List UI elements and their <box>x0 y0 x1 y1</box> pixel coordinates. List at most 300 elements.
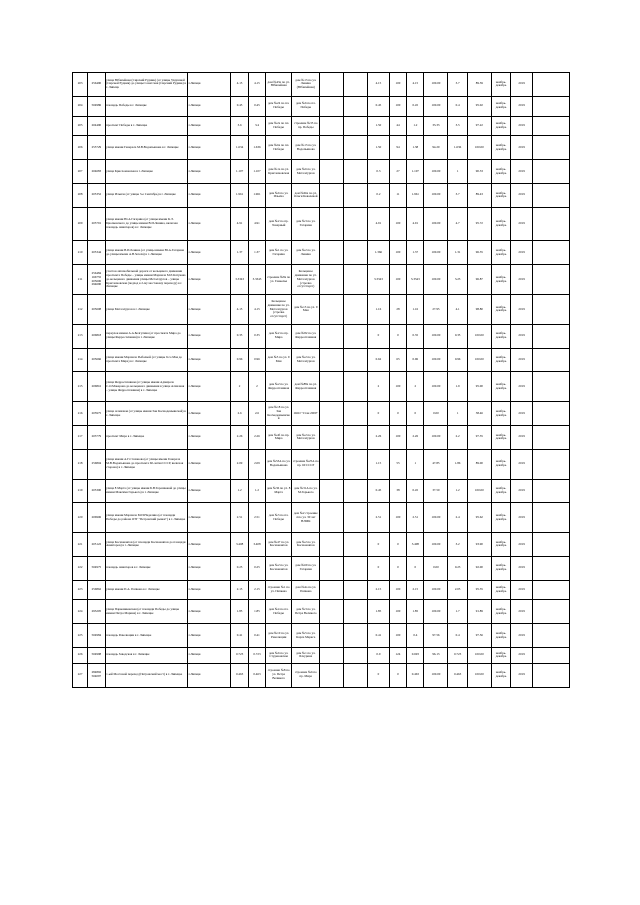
cell-blank-a <box>320 207 344 241</box>
cell-value-h: 96.87 <box>467 265 491 295</box>
cell-value-d: 100 <box>389 580 406 600</box>
cell-value-d: 11 <box>389 183 406 207</box>
cell-road-name: улица имени А.Г.Стаханова (от улицы имени Генерала М.В.Водопьянова до проспекта 60-летия СССР, включая сторона) в г. Липецке <box>105 449 187 479</box>
cell-value-d: 100 <box>389 425 406 449</box>
cell-blank-end <box>532 624 569 648</box>
cell-row-number: 209 <box>73 207 88 241</box>
cell-road-name: улица Космонавтов (от площади Космонавтов до площади Авиаторов) в г. Липецке <box>105 533 187 557</box>
cell-road-id: 206818 <box>88 324 105 348</box>
cell-year: 2019 <box>511 73 533 97</box>
cell-value-g: 2.4 <box>448 503 468 533</box>
cell-value-e: 0.463 <box>407 663 424 687</box>
cell-end-point: дом №6 по пл. Победы <box>292 96 320 116</box>
cell-period: ноябрь-декабрь <box>491 136 511 160</box>
cell-period: ноябрь-декабрь <box>491 600 511 624</box>
cell-blank-end <box>532 348 569 372</box>
cell-value-h: 96.35 <box>467 241 491 265</box>
cell-blank-end <box>532 372 569 402</box>
cell-year: 2019 <box>511 402 533 426</box>
cell-period: ноябрь-декабрь <box>491 265 511 295</box>
cell-value-f: 100.00 <box>424 425 448 449</box>
cell-value-h: 98.80 <box>467 295 491 325</box>
cell-blank-b <box>344 402 368 426</box>
cell-road-id: 206906 <box>88 503 105 533</box>
cell-value-g: 2.2 <box>448 425 468 449</box>
cell-start-point: строение №8 по ул. Петра Великого <box>266 663 292 687</box>
cell-city: г.Липецк <box>188 479 231 503</box>
cell-blank-b <box>344 241 368 265</box>
cell-blank-b <box>344 183 368 207</box>
cell-value-f: 100.00 <box>424 324 448 348</box>
cell-blank-end <box>532 183 569 207</box>
cell-blank-a <box>320 580 344 600</box>
cell-blank-end <box>532 479 569 503</box>
cell-value-h: 97.22 <box>467 116 491 136</box>
cell-value-e: 2 <box>407 372 424 402</box>
cell-value-c: 2.51 <box>368 503 390 533</box>
cell-value-c: 0 <box>368 663 390 687</box>
cell-value-f: 100.00 <box>424 207 448 241</box>
cell-value-e: 2.51 <box>407 503 424 533</box>
cell-year: 2019 <box>511 503 533 533</box>
cell-end-point: дом №66а по ул. Ольги Ковалевой <box>292 183 320 207</box>
cell-blank-a <box>320 183 344 207</box>
cell-value-e: 0.4 <box>407 624 424 648</box>
table-row <box>73 503 570 533</box>
cell-length-2: 3.4 <box>248 116 265 136</box>
cell-road-name: улица Ильича (от улицы 3-е Сентябрь) в г. Липецке <box>105 183 187 207</box>
cell-value-f: 33.33 <box>424 116 448 136</box>
cell-start-point: дом №36 по ул. 8 Марта <box>266 479 292 503</box>
cell-value-e: 4.91 <box>407 207 424 241</box>
cell-blank-end <box>532 73 569 97</box>
cell-length: 0.35 <box>231 324 248 348</box>
cell-value-d: 100 <box>389 96 406 116</box>
cell-value-f: 100.00 <box>424 265 448 295</box>
cell-value-c: 4.91 <box>368 207 390 241</box>
cell-road-name: улица 8 Марта (от улицы имени Б.В.Терешковой до улицы имени Максима Горького) в г. Липецке <box>105 479 187 503</box>
cell-blank-end <box>532 241 569 265</box>
cell-start-point: дом №2 по пр. Мира <box>266 324 292 348</box>
cell-row-number: 206 <box>73 136 88 160</box>
cell-value-f: 37.50 <box>424 479 448 503</box>
cell-start-point: дом №2 по ул. Космонавтов <box>266 556 292 580</box>
table-row <box>73 241 570 265</box>
cell-start-point: дом №10 по ул. Революции <box>266 624 292 648</box>
cell-length-2: 2 <box>248 372 265 402</box>
cell-row-number: 216 <box>73 402 88 426</box>
cell-year: 2019 <box>511 479 533 503</box>
cell-road-name: улица Юбилейная (Сирский Рудник) (от улицы Удаушной (Сирской Рудник) до улицы Советская (Сирский Рудник) в г. Липецк <box>105 73 187 97</box>
cell-value-e: 2.15 <box>407 580 424 600</box>
cell-value-d: 100 <box>389 207 406 241</box>
cell-blank-a <box>320 372 344 402</box>
cell-blank-a <box>320 425 344 449</box>
cell-blank-b <box>344 372 368 402</box>
cell-value-d: 0 <box>389 533 406 557</box>
cell-year: 2019 <box>511 160 533 184</box>
cell-year: 2019 <box>511 624 533 648</box>
cell-period: ноябрь-декабрь <box>491 207 511 241</box>
cell-road-id: 205975 <box>88 402 105 426</box>
cell-blank-b <box>344 73 368 97</box>
cell-end-point: дом №13 по ул. Ленина (Юбилейная) <box>292 73 320 97</box>
cell-value-d: 100 <box>389 503 406 533</box>
cell-city: г.Липецк <box>188 449 231 479</box>
cell-road-id: 504986 <box>88 96 105 116</box>
cell-value-e: 1 <box>407 449 424 479</box>
cell-value-e: 0 <box>407 556 424 580</box>
cell-value-c: 0.9 <box>368 647 390 663</box>
cell-row-number: 217 <box>73 425 88 449</box>
cell-year: 2019 <box>511 556 533 580</box>
cell-city: г.Липецк <box>188 96 231 116</box>
cell-value-e: 0 <box>407 402 424 426</box>
cell-value-c: 0.3 <box>368 160 390 184</box>
table-row <box>73 96 570 116</box>
cell-start-point: дом №5 по ул. 9 Мая <box>266 348 292 372</box>
cell-value-g: 0.4 <box>448 624 468 648</box>
cell-period: ноябрь-декабрь <box>491 556 511 580</box>
cell-value-c: 0 <box>368 324 390 348</box>
cell-period: ноябрь-декабрь <box>491 348 511 372</box>
cell-value-c: 0 <box>368 556 390 580</box>
cell-value-g: 1 <box>448 402 468 426</box>
cell-length-2: 1.85 <box>248 600 265 624</box>
cell-road-name: улица имени Генерала М.В.Водопьянова в г. Липецке <box>105 136 187 160</box>
cell-road-id: 293205 <box>88 600 105 624</box>
cell-city: г.Липецк <box>188 402 231 426</box>
cell-blank-b <box>344 136 368 160</box>
cell-value-h: 100.00 <box>467 479 491 503</box>
cell-blank-b <box>344 533 368 557</box>
cell-row-number: 210 <box>73 241 88 265</box>
table-row <box>73 160 570 184</box>
cell-value-e: 1.961 <box>407 183 424 207</box>
cell-period: ноябрь-декабрь <box>491 425 511 449</box>
cell-length-2: 2.51 <box>248 503 265 533</box>
cell-length: 2.51 <box>231 503 248 533</box>
cell-road-id: 284892 504097 <box>88 663 105 687</box>
table-row <box>73 449 570 479</box>
cell-road-id: 205666 <box>88 348 105 372</box>
cell-value-d: 100 <box>389 624 406 648</box>
cell-end-point: дом №13 по ул. 9 Мая <box>292 295 320 325</box>
table-row <box>73 348 570 372</box>
cell-value-e: 1.107 <box>407 160 424 184</box>
cell-length-2: 1.37 <box>248 241 265 265</box>
cell-length-2: 1.961 <box>248 183 265 207</box>
cell-end-point: Кольцевое движение по ул. Металлургов (стрелка отсутствует) <box>292 265 320 295</box>
cell-road-name: 1-ый Мостовой переход (Петровский мост) в г. Липецке <box>105 663 187 687</box>
cell-value-h: 91.89 <box>467 600 491 624</box>
cell-road-id: 256484 166755 205606 294690 <box>88 265 105 295</box>
cell-length-2: 3.408 <box>248 533 265 557</box>
cell-blank-b <box>344 116 368 136</box>
cell-length-2: 2.6 <box>248 402 265 426</box>
cell-blank-end <box>532 207 569 241</box>
table-row <box>73 624 570 648</box>
cell-road-name: улица Металлургов в г. Липецке <box>105 295 187 325</box>
cell-blank-b <box>344 503 368 533</box>
cell-year: 2019 <box>511 580 533 600</box>
cell-start-point: дом №6 по ул. Ильича <box>266 183 292 207</box>
cell-blank-b <box>344 449 368 479</box>
cell-period: ноябрь-декабрь <box>491 116 511 136</box>
cell-road-id: 204683 <box>88 160 105 184</box>
cell-period: ноябрь-декабрь <box>491 241 511 265</box>
cell-year: 2019 <box>511 600 533 624</box>
cell-value-e: 3.3343 <box>407 265 424 295</box>
cell-end-point: дом №4а по ул. Папкова <box>292 580 320 600</box>
cell-blank-end <box>532 136 569 160</box>
cell-length-2: 2.26 <box>248 425 265 449</box>
table-row <box>73 265 570 295</box>
cell-length-2: 0.723 <box>248 647 265 663</box>
cell-value-c: 2.15 <box>368 580 390 600</box>
cell-length-2: 0.463 <box>248 663 265 687</box>
cell-road-id: 256804 <box>88 449 105 479</box>
table-row <box>73 580 570 600</box>
cell-start-point: дом №18 по ул. Зои Космодемьянской <box>266 402 292 426</box>
cell-end-point: дом №69 по ул. Гагарина <box>292 556 320 580</box>
cell-value-d: 94 <box>389 136 406 160</box>
cell-city: г.Липецк <box>188 556 231 580</box>
cell-value-e: 1.85 <box>407 600 424 624</box>
cell-end-point: дом №6 по ул. Металлургов <box>292 160 320 184</box>
cell-value-c: 0.45 <box>368 479 390 503</box>
cell-length-2: 0.96 <box>248 348 265 372</box>
cell-row-number: 213 <box>73 324 88 348</box>
cell-blank-b <box>344 425 368 449</box>
cell-blank-end <box>532 425 569 449</box>
cell-value-g: 1.86 <box>448 449 468 479</box>
cell-blank-a <box>320 449 344 479</box>
cell-value-h: 95.02 <box>467 96 491 116</box>
cell-length: 4.91 <box>231 207 248 241</box>
cell-city: г.Липецк <box>188 160 231 184</box>
cell-year: 2019 <box>511 116 533 136</box>
cell-end-point: дом №3 по ул. Гагарина <box>292 207 320 241</box>
cell-value-d: 0 <box>389 556 406 580</box>
cell-length: 0.96 <box>231 348 248 372</box>
cell-blank-b <box>344 295 368 325</box>
cell-value-f: 47.85 <box>424 449 448 479</box>
cell-road-name: площадь Заводская в г. Липецке <box>105 647 187 663</box>
cell-length-2: 2.15 <box>248 580 265 600</box>
cell-road-id: 504984 <box>88 624 105 648</box>
cell-start-point: строение №1 по ул. Папкова <box>266 580 292 600</box>
cell-road-name: площадь Авиаторов в г. Липецке <box>105 556 187 580</box>
cell-start-point: дом №3 по пл. Победы <box>266 503 292 533</box>
cell-blank-a <box>320 160 344 184</box>
cell-blank-end <box>532 295 569 325</box>
cell-year: 2019 <box>511 241 533 265</box>
cell-city: г.Липецк <box>188 624 231 648</box>
cell-start-point: дом №6а по пл. Победы <box>266 136 292 160</box>
cell-blank-end <box>532 449 569 479</box>
cell-value-g: 4.1 <box>448 295 468 325</box>
cell-length-2: 0.25 <box>248 556 265 580</box>
cell-value-e: 1.37 <box>407 241 424 265</box>
cell-period: ноябрь-декабрь <box>491 372 511 402</box>
cell-value-g: 1.9 <box>448 372 468 402</box>
cell-year: 2019 <box>511 265 533 295</box>
cell-value-f: 100.00 <box>424 533 448 557</box>
cell-road-name: участок автомобильной дороги от кольцевого движения проспекта Победы – улицы имени Маршала М.Е.Катукова до кольцевого движения улицы Металлургов – улицы Крисломовская (подход к 2-му мостовому переходу) в г. Липецке <box>105 265 187 295</box>
cell-road-name: площадь Победы в г. Липецке <box>105 96 187 116</box>
cell-row-number: 204 <box>73 96 88 116</box>
cell-year: 2019 <box>511 425 533 449</box>
cell-value-c: 1.50 <box>368 116 390 136</box>
cell-row-number: 215 <box>73 372 88 402</box>
cell-value-e: 4.15 <box>407 73 424 97</box>
cell-value-h: 97.35 <box>467 425 491 449</box>
cell-value-g: 1.636 <box>448 136 468 160</box>
cell-blank-a <box>320 624 344 648</box>
cell-period: ноябрь-декабрь <box>491 663 511 687</box>
cell-blank-b <box>344 324 368 348</box>
cell-start-point: дом №2 по пр. Товарный <box>266 207 292 241</box>
cell-value-h: 92.00 <box>467 556 491 580</box>
cell-road-id: 504998 <box>88 647 105 663</box>
cell-year: 2019 <box>511 324 533 348</box>
cell-road-id: 206816 <box>88 372 105 402</box>
cell-period: ноябрь-декабрь <box>491 295 511 325</box>
cell-row-number: 226 <box>73 647 88 663</box>
cell-value-e: 0.45 <box>407 96 424 116</box>
cell-city: г.Липецк <box>188 116 231 136</box>
cell-value-g: 0.4 <box>448 96 468 116</box>
cell-length: 1.37 <box>231 241 248 265</box>
table-row <box>73 136 570 160</box>
cell-road-id: 256490 <box>88 73 105 97</box>
cell-period: ноябрь-декабрь <box>491 183 511 207</box>
cell-row-number: 222 <box>73 556 88 580</box>
cell-value-c: 0.41 <box>368 624 390 648</box>
cell-blank-a <box>320 324 344 348</box>
cell-period: ноябрь-декабрь <box>491 647 511 663</box>
table-row <box>73 425 570 449</box>
cell-start-point: дом №53А по ул. Водопьянова <box>266 449 292 479</box>
cell-end-point: дом №13 по ул. Водопьянова <box>292 136 320 160</box>
cell-blank-b <box>344 96 368 116</box>
cell-value-e: 0.45 <box>407 479 424 503</box>
road-registry-table <box>72 72 570 688</box>
cell-value-d: 38 <box>389 479 406 503</box>
cell-row-number: 223 <box>73 580 88 600</box>
cell-value-f: 0.00 <box>424 402 448 426</box>
cell-blank-end <box>532 663 569 687</box>
cell-blank-b <box>344 265 368 295</box>
cell-length-2: 4.15 <box>248 295 265 325</box>
cell-start-point: Кольцевое движение по ул. Металлургов (стрелка отсутствует) <box>266 295 292 325</box>
cell-value-g: 0.35 <box>448 324 468 348</box>
cell-road-id: 204490 <box>88 116 105 136</box>
cell-value-f: 100.00 <box>424 183 448 207</box>
cell-blank-b <box>344 479 368 503</box>
cell-blank-b <box>344 624 368 648</box>
cell-period: ноябрь-декабрь <box>491 503 511 533</box>
cell-value-e: 1.16 <box>407 295 424 325</box>
cell-end-point: дом №82 по ул. Ферросплавная <box>292 324 320 348</box>
cell-row-number: 224 <box>73 600 88 624</box>
cell-value-g: 0.463 <box>448 663 468 687</box>
cell-value-d: 0 <box>389 324 406 348</box>
cell-road-id: 203779 <box>88 425 105 449</box>
cell-blank-end <box>532 265 569 295</box>
table-row <box>73 556 570 580</box>
cell-road-id: 255729 <box>88 136 105 160</box>
cell-period: ноябрь-декабрь <box>491 449 511 479</box>
cell-year: 2019 <box>511 372 533 402</box>
cell-road-name: переулок имени А.А.Белгулина (от проспекта Мира до улицы Ферросплавная) в г. Липецке <box>105 324 187 348</box>
cell-length: 2.26 <box>231 425 248 449</box>
cell-value-g: 3.2 <box>448 533 468 557</box>
cell-blank-end <box>532 647 569 663</box>
cell-road-id: 205300 <box>88 479 105 503</box>
cell-end-point: строение №25А по пр. 60 СССР <box>292 449 320 479</box>
cell-value-g: 3.5 <box>448 116 468 136</box>
cell-road-name: улица имени Ю.А.Гагарина (от улицы имени К.Э. Циолковского до улицы имени В.И.Ленина, включая площадь Авиаторов) в г. Липецке <box>105 207 187 241</box>
cell-year: 2019 <box>511 183 533 207</box>
cell-length: 1.85 <box>231 600 248 624</box>
cell-value-g: 3.7 <box>448 73 468 97</box>
cell-row-number: 212 <box>73 295 88 325</box>
cell-blank-a <box>320 136 344 160</box>
cell-end-point: дом №2 по ул. Космонавтов <box>292 533 320 557</box>
cell-row-number: 218 <box>73 449 88 479</box>
cell-end-point: дом №1 по ул. Бачурина <box>292 647 320 663</box>
cell-value-f: 100.00 <box>424 372 448 402</box>
cell-value-e: 2.26 <box>407 425 424 449</box>
table-row <box>73 600 570 624</box>
cell-blank-b <box>344 556 368 580</box>
cell-value-e: 1.38 <box>407 136 424 160</box>
cell-row-number: 203 <box>73 73 88 97</box>
cell-length: 3.6 <box>231 116 248 136</box>
cell-value-c: 3.3343 <box>368 265 390 295</box>
cell-length: 4.15 <box>231 295 248 325</box>
cell-start-point: дом №2а по пл. Победы <box>266 116 292 136</box>
cell-row-number: 205 <box>73 116 88 136</box>
cell-value-c: 0 <box>368 533 390 557</box>
cell-row-number: 211 <box>73 265 88 295</box>
cell-city: г.Липецк <box>188 136 231 160</box>
cell-value-h: 100.00 <box>467 348 491 372</box>
table-row <box>73 183 570 207</box>
cell-value-c: 1.50 <box>368 136 390 160</box>
cell-blank-a <box>320 556 344 580</box>
table-row <box>73 73 570 97</box>
cell-value-g: 0.23 <box>448 556 468 580</box>
cell-row-number: 227 <box>73 663 88 687</box>
cell-row-number: 219 <box>73 479 88 503</box>
cell-start-point: дом №4б по пр. Мира <box>266 425 292 449</box>
cell-period: ноябрь-декабрь <box>491 73 511 97</box>
cell-length-2: 2.09 <box>248 449 265 479</box>
cell-value-f: 27.95 <box>424 295 448 325</box>
cell-value-h: 97.56 <box>467 624 491 648</box>
table-row <box>73 372 570 402</box>
cell-road-id: 205344 <box>88 241 105 265</box>
cell-year: 2019 <box>511 96 533 116</box>
cell-year: 2019 <box>511 207 533 241</box>
cell-value-h: 93.90 <box>467 533 491 557</box>
cell-period: ноябрь-декабрь <box>491 324 511 348</box>
cell-start-point: дом №43а по ул. Юбилейная <box>266 73 292 97</box>
cell-road-name: улица имени В.И.Ленина (от улицы имени Ю.А.Гагарина до улицы имени А.В.Зегеля) в г. Липецке <box>105 241 187 265</box>
